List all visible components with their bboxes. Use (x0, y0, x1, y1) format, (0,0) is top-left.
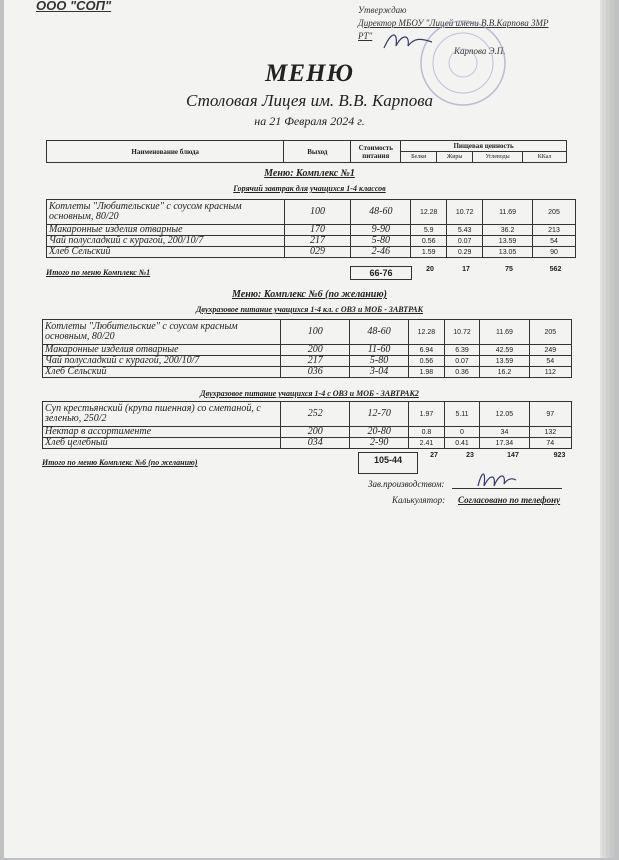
dish-cost: 12-70 (350, 402, 409, 427)
dish-protein: 0.56 (411, 236, 447, 247)
dish-kcal: 249 (529, 345, 571, 356)
complex1-title: Меню: Комплекс №1 (264, 168, 355, 179)
table-row (43, 438, 572, 449)
complex1-table (46, 199, 576, 258)
dish-cost: 11-60 (350, 345, 409, 356)
dish-carbs: 13.05 (483, 247, 533, 258)
dish-carbs: 34 (480, 427, 529, 438)
complex1-total-carbs: 75 (505, 266, 513, 273)
table-row (47, 200, 576, 225)
complex6-subtitle-breakfast: Двухразовое питание учащихся 1-4 кл. с ОВЗ и МОБ - ЗАВТРАК (195, 305, 424, 314)
table-row (43, 427, 572, 438)
dish-carbs: 16.2 (480, 367, 529, 378)
col-name-header: Наименование блюда (47, 141, 284, 163)
dish-kcal: 205 (529, 320, 571, 345)
approval-name: Карпова Э.П. (454, 46, 506, 56)
table-row (43, 356, 572, 367)
dish-output: 100 (281, 320, 350, 345)
dish-protein: 12.28 (411, 200, 447, 225)
dish-kcal: 74 (529, 438, 571, 449)
dish-name: Хлеб Сельский (43, 367, 281, 378)
approval-text: Директор МБОУ "Лицей имени В.В.Карпова ЗМР РТ" (358, 18, 549, 41)
dish-output: 100 (284, 200, 351, 225)
dish-fat: 0.07 (444, 356, 480, 367)
table-row (47, 247, 576, 258)
dish-fat: 5.43 (447, 225, 483, 236)
director-signature (380, 28, 440, 56)
dish-name: Чай полусладкий с курагой, 200/10/7 (43, 356, 281, 367)
dish-protein: 0.56 (409, 356, 445, 367)
dish-output: 217 (281, 356, 350, 367)
dish-carbs: 13.59 (483, 236, 533, 247)
complex6-breakfast-table (42, 319, 572, 378)
dish-name: Чай полусладкий с курагой, 200/10/7 (47, 236, 285, 247)
dish-name: Хлеб Сельский (47, 247, 285, 258)
complex1-total-fat: 17 (462, 266, 470, 273)
dish-name: Котлеты "Любительские" с соусом красным основным, 80/20 (43, 320, 281, 345)
canteen-name: Столовая Лицея им. В.В. Карпова (185, 91, 434, 110)
dish-protein: 0.8 (409, 427, 445, 438)
dish-output: 036 (281, 367, 350, 378)
dish-protein: 12.28 (409, 320, 445, 345)
col-protein-header: Белки (401, 152, 437, 163)
complex1-total-kcal: 562 (549, 266, 562, 273)
complex6-total-kcal: 923 (553, 452, 566, 459)
dish-carbs: 36.2 (483, 225, 533, 236)
chef-signature (474, 468, 520, 492)
dish-name: Суп крестьянский (крупа пшенная) со сметаной, с зеленью, 250/2 (43, 402, 281, 427)
dish-carbs: 11.69 (483, 200, 533, 225)
dish-carbs: 42.59 (480, 345, 529, 356)
dish-protein: 6.94 (409, 345, 445, 356)
dish-protein: 1.98 (409, 367, 445, 378)
dish-protein: 2.41 (409, 438, 445, 449)
complex1-total-label: Итого по меню Комплекс №1 (46, 268, 151, 277)
dish-kcal: 90 (533, 247, 576, 258)
calculator-value: Согласовано по телефону (458, 495, 561, 505)
table-row (47, 236, 576, 247)
dish-name: Котлеты "Любительские" с соусом красным основным, 80/20 (47, 200, 285, 225)
dish-output: 170 (284, 225, 351, 236)
dish-kcal: 54 (533, 236, 576, 247)
chef-label: Зав.производством: (368, 479, 445, 489)
approval-label: Утверждаю (358, 5, 407, 15)
menu-title: МЕНЮ (265, 60, 354, 87)
dish-kcal: 112 (529, 367, 571, 378)
complex1-total-cost: 66-76 (350, 266, 412, 280)
complex6-total-label: Итого по меню Комплекс №6 (по желанию) (42, 458, 198, 467)
col-carbs-header: Углеводы (473, 152, 523, 163)
dish-cost: 20-80 (350, 427, 409, 438)
complex1-subtitle: Горячий завтрак для учащихся 1-4 классов (233, 184, 386, 193)
dish-protein: 1.59 (411, 247, 447, 258)
table-row (43, 320, 572, 345)
col-output-header: Выход (284, 141, 351, 163)
calculator-label: Калькулятор: (392, 495, 446, 505)
dish-name: Хлеб целебный (43, 438, 281, 449)
dish-kcal: 54 (529, 356, 571, 367)
dish-fat: 5.11 (444, 402, 480, 427)
dish-output: 217 (284, 236, 351, 247)
dish-cost: 3-04 (350, 367, 409, 378)
dish-cost: 5-80 (351, 236, 411, 247)
dish-fat: 10.72 (447, 200, 483, 225)
dish-fat: 0.36 (444, 367, 480, 378)
dish-output: 200 (281, 427, 350, 438)
menu-date: на 21 Февраля 2024 г. (254, 114, 365, 128)
dish-cost: 48-60 (351, 200, 411, 225)
dish-name: Макаронные изделия отварные (47, 225, 285, 236)
dish-fat: 0 (444, 427, 480, 438)
column-header-table (46, 140, 567, 163)
dish-cost: 5-80 (350, 356, 409, 367)
dish-kcal: 97 (529, 402, 571, 427)
dish-name: Нектар в ассортименте (43, 427, 281, 438)
dish-cost: 2-46 (351, 247, 411, 258)
dish-name: Макаронные изделия отварные (43, 345, 281, 356)
col-kcal-header: ККал (523, 152, 567, 163)
dish-fat: 6.39 (444, 345, 480, 356)
table-row (47, 225, 576, 236)
dish-fat: 10.72 (444, 320, 480, 345)
dish-carbs: 17.34 (480, 438, 529, 449)
complex6-subtitle-breakfast2: Двухразовое питание учащихся 1-4 с ОВЗ и МОБ - ЗАВТРАК2 (200, 389, 419, 398)
dish-carbs: 11.69 (480, 320, 529, 345)
col-nutrition-header: Пищевая ценность (401, 141, 567, 152)
dish-protein: 5.9 (411, 225, 447, 236)
dish-output: 252 (281, 402, 350, 427)
dish-carbs: 13.59 (480, 356, 529, 367)
complex6-breakfast2-table (42, 401, 572, 449)
dish-fat: 0.41 (444, 438, 480, 449)
dish-fat: 0.29 (447, 247, 483, 258)
dish-output: 029 (284, 247, 351, 258)
complex6-total-carbs: 147 (507, 452, 519, 459)
table-row (43, 367, 572, 378)
dish-output: 200 (281, 345, 350, 356)
complex6-total-protein: 27 (430, 452, 438, 459)
dish-output: 034 (281, 438, 350, 449)
dish-cost: 48-60 (350, 320, 409, 345)
organization-name: ООО "СОП" (36, 0, 112, 13)
col-cost-header: Стоимость питания (351, 141, 401, 163)
dish-kcal: 132 (529, 427, 571, 438)
complex6-total-cost: 105-44 (358, 452, 418, 474)
dish-cost: 9-90 (351, 225, 411, 236)
complex6-total-fat: 23 (466, 452, 474, 459)
dish-kcal: 205 (533, 200, 576, 225)
dish-cost: 2-90 (350, 438, 409, 449)
dish-carbs: 12.05 (480, 402, 529, 427)
col-fat-header: Жиры (437, 152, 473, 163)
dish-kcal: 213 (533, 225, 576, 236)
table-row (43, 402, 572, 427)
complex6-title: Меню: Комплекс №6 (по желанию) (232, 289, 387, 300)
dish-fat: 0.07 (447, 236, 483, 247)
complex1-total-protein: 20 (426, 266, 434, 273)
dish-protein: 1.97 (409, 402, 445, 427)
table-row (43, 345, 572, 356)
